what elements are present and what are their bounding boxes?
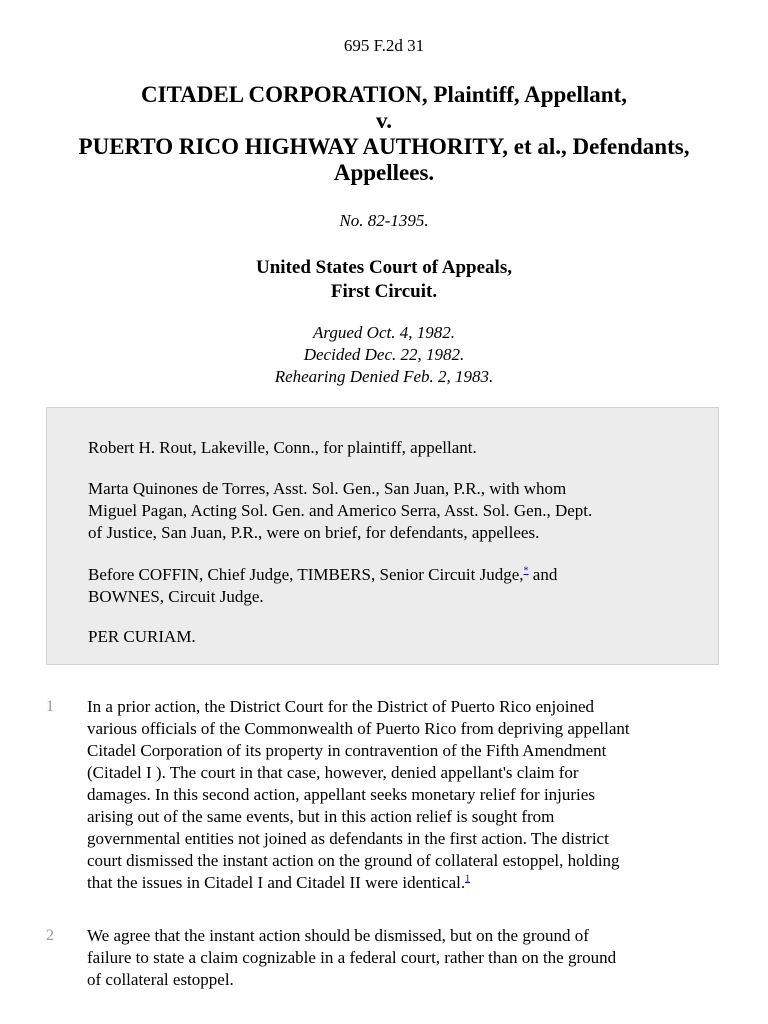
citation: 695 F.2d 31 [343, 36, 425, 55]
paragraph-line: of collateral estoppel. [87, 970, 234, 989]
argued-date: Argued Oct. 4, 1982. [313, 323, 455, 342]
paragraph-text [87, 925, 727, 991]
paragraph-number: 1 [46, 698, 54, 715]
judges-panel-line-1 [88, 564, 708, 586]
caption-versus: v. [376, 108, 392, 133]
rehearing-date: Rehearing Denied Feb. 2, 1983. [274, 367, 494, 386]
decided-date: Decided Dec. 22, 1982. [303, 345, 465, 364]
paragraph-line: governmental entities not joined as defendants in the first action. The district [87, 829, 609, 848]
court-name-line-2: First Circuit. [330, 281, 438, 302]
footnote-1-link[interactable]: 1 [465, 873, 471, 885]
paragraph-line-last [87, 872, 727, 894]
paragraph-line: (Citadel I ). The court in that case, however, denied appellant's claim for [87, 763, 579, 782]
defendant-counsel-line-3: of Justice, San Juan, P.R., were on brief, for defendants, appellees. [88, 523, 540, 542]
defendant-counsel [88, 478, 708, 544]
defendant-counsel-line-1: Marta Quinones de Torres, Asst. Sol. Gen., San Juan, P.R., with whom [88, 479, 567, 498]
caption-defendant: PUERTO RICO HIGHWAY AUTHORITY, et al., Defendants, [78, 134, 690, 159]
paragraph-line-text: that the issues in Citadel I and Citadel II were identical. [87, 873, 466, 892]
case-caption [0, 82, 768, 186]
paragraph-line: arising out of the same events, but in this action relief is sought from [87, 807, 555, 826]
paragraph-line: In a prior action, the District Court for the District of Puerto Rico enjoined [87, 697, 595, 716]
counsel-panel-box [46, 407, 719, 665]
paragraph-line: We agree that the instant action should be dismissed, but on the ground of [87, 926, 589, 945]
paragraph-line: Citadel Corporation of its property in contravention of the Fifth Amendment [87, 741, 607, 760]
paragraph-line: various officials of the Commonwealth of Puerto Rico from depriving appellant [87, 719, 630, 738]
per-curiam: PER CURIAM. [88, 627, 196, 646]
judge-footnote-link[interactable]: * [523, 565, 529, 577]
judges-panel-text: Before COFFIN, Chief Judge, TIMBERS, Senior Circuit Judge, [88, 565, 524, 584]
court-name-line-1: United States Court of Appeals, [256, 257, 512, 278]
case-dates [0, 322, 768, 388]
paragraph-line: damages. In this second action, appellant seeks monetary relief for injuries [87, 785, 595, 804]
paragraph-line: court dismissed the instant action on the ground of collateral estoppel, holding [87, 851, 620, 870]
paragraph-number: 2 [46, 927, 54, 944]
defendant-counsel-line-2: Miguel Pagan, Acting Sol. Gen. and Americo Serra, Asst. Sol. Gen., Dept. [88, 501, 593, 520]
court-name [0, 256, 768, 304]
caption-plaintiff: CITADEL CORPORATION, Plaintiff, Appellant, [140, 82, 628, 107]
paragraph-line: failure to state a claim cognizable in a federal court, rather than on the ground [87, 948, 617, 967]
docket-number: No. 82-1395. [339, 211, 429, 230]
judges-panel-line-2: BOWNES, Circuit Judge. [88, 587, 264, 606]
plaintiff-counsel: Robert H. Rout, Lakeville, Conn., for plaintiff, appellant. [88, 438, 477, 457]
paragraph-text [87, 696, 727, 894]
caption-defendant-role: Appellees. [333, 160, 435, 185]
judges-panel-text-end: and [528, 565, 558, 584]
judges-panel [88, 564, 708, 608]
